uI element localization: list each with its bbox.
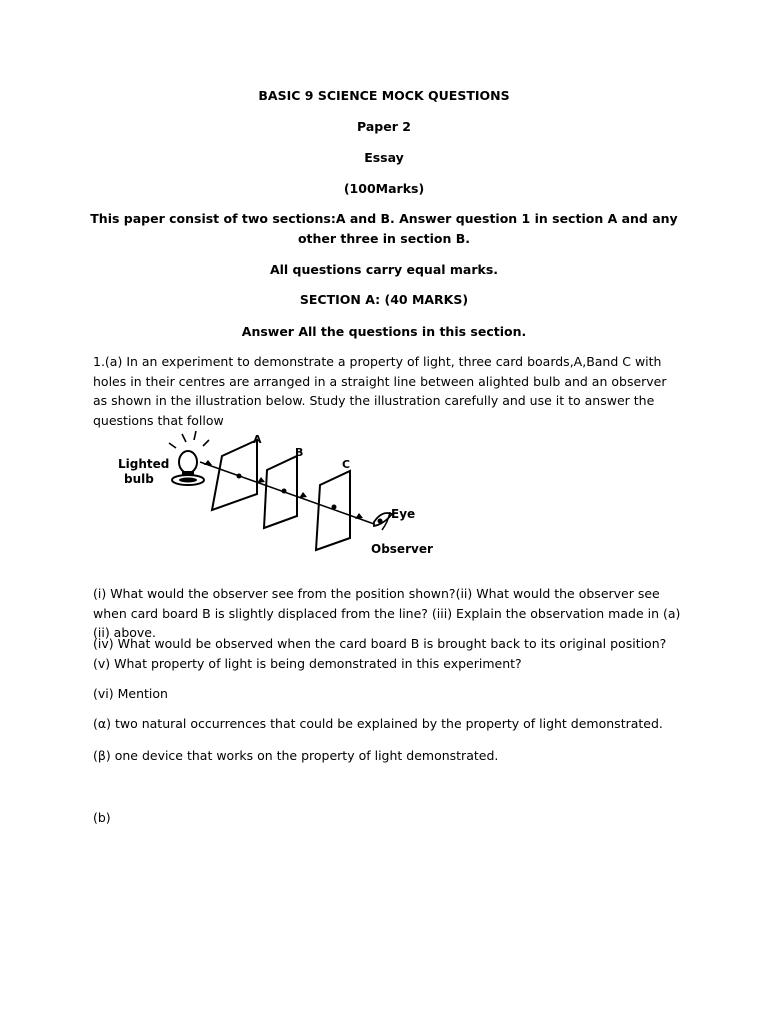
equal-marks-note: All questions carry equal marks. xyxy=(269,262,499,277)
question-vi: (vi) Mention xyxy=(93,686,168,701)
answer-all-instruction: Answer All the questions in this section. xyxy=(241,324,527,339)
question-1b: (b) xyxy=(93,810,111,825)
observer-label: Observer xyxy=(371,542,433,556)
questions-i-to-iii: (i) What would the observer see from the position shown?(ii) What would the observer see when card board B is slightly displaced from the line? (iii) Explain the observation made in (a)(ii) above. xyxy=(93,586,681,640)
lighted-bulb-icon xyxy=(172,451,204,485)
question-beta: (β) one device that works on the property of light demonstrated. xyxy=(93,748,499,763)
ray-arrow-icon xyxy=(355,513,363,519)
eye-icon xyxy=(374,512,392,530)
card-board-b xyxy=(264,456,297,528)
ray-arrow-icon xyxy=(257,477,265,483)
light-rays-icon xyxy=(169,431,209,448)
eye-label: Eye xyxy=(391,507,416,521)
question-1a-intro: 1.(a) In an experiment to demonstrate a property of light, three card boards,A,Band C with holes in their centres are arranged in a straight line between alighted bulb and an observer as shown in the illustration below. Study the illustration carefully and use it to answer the questions that follow xyxy=(93,354,667,428)
bulb-label-line2: bulb xyxy=(124,472,154,486)
total-marks: (100Marks) xyxy=(343,181,425,196)
card-label-b: B xyxy=(295,446,304,459)
light-experiment-diagram xyxy=(112,428,442,563)
ray-arrow-icon xyxy=(299,492,307,498)
paper-type: Essay xyxy=(364,150,404,165)
section-a-heading: SECTION A: (40 MARKS) xyxy=(299,292,469,307)
paper-instructions: This paper consist of two sections:A and B. Answer question 1 in section A and any other three in section B. xyxy=(90,211,678,246)
document-title: BASIC 9 SCIENCE MOCK QUESTIONS xyxy=(258,88,510,103)
ray-arrow-icon xyxy=(204,460,212,465)
card-label-c: C xyxy=(342,458,351,471)
questions-iv-v: (iv) What would be observed when the card board B is brought back to its original position? (v) What property of light is being demonstrated in this experiment? xyxy=(93,636,667,671)
bulb-label-line1: Lighted xyxy=(118,457,170,471)
paper-number: Paper 2 xyxy=(357,119,411,134)
question-alpha: (α) two natural occurrences that could be explained by the property of light demonstrated. xyxy=(93,716,663,731)
card-label-a: A xyxy=(253,433,262,446)
card-board-c xyxy=(316,471,350,550)
